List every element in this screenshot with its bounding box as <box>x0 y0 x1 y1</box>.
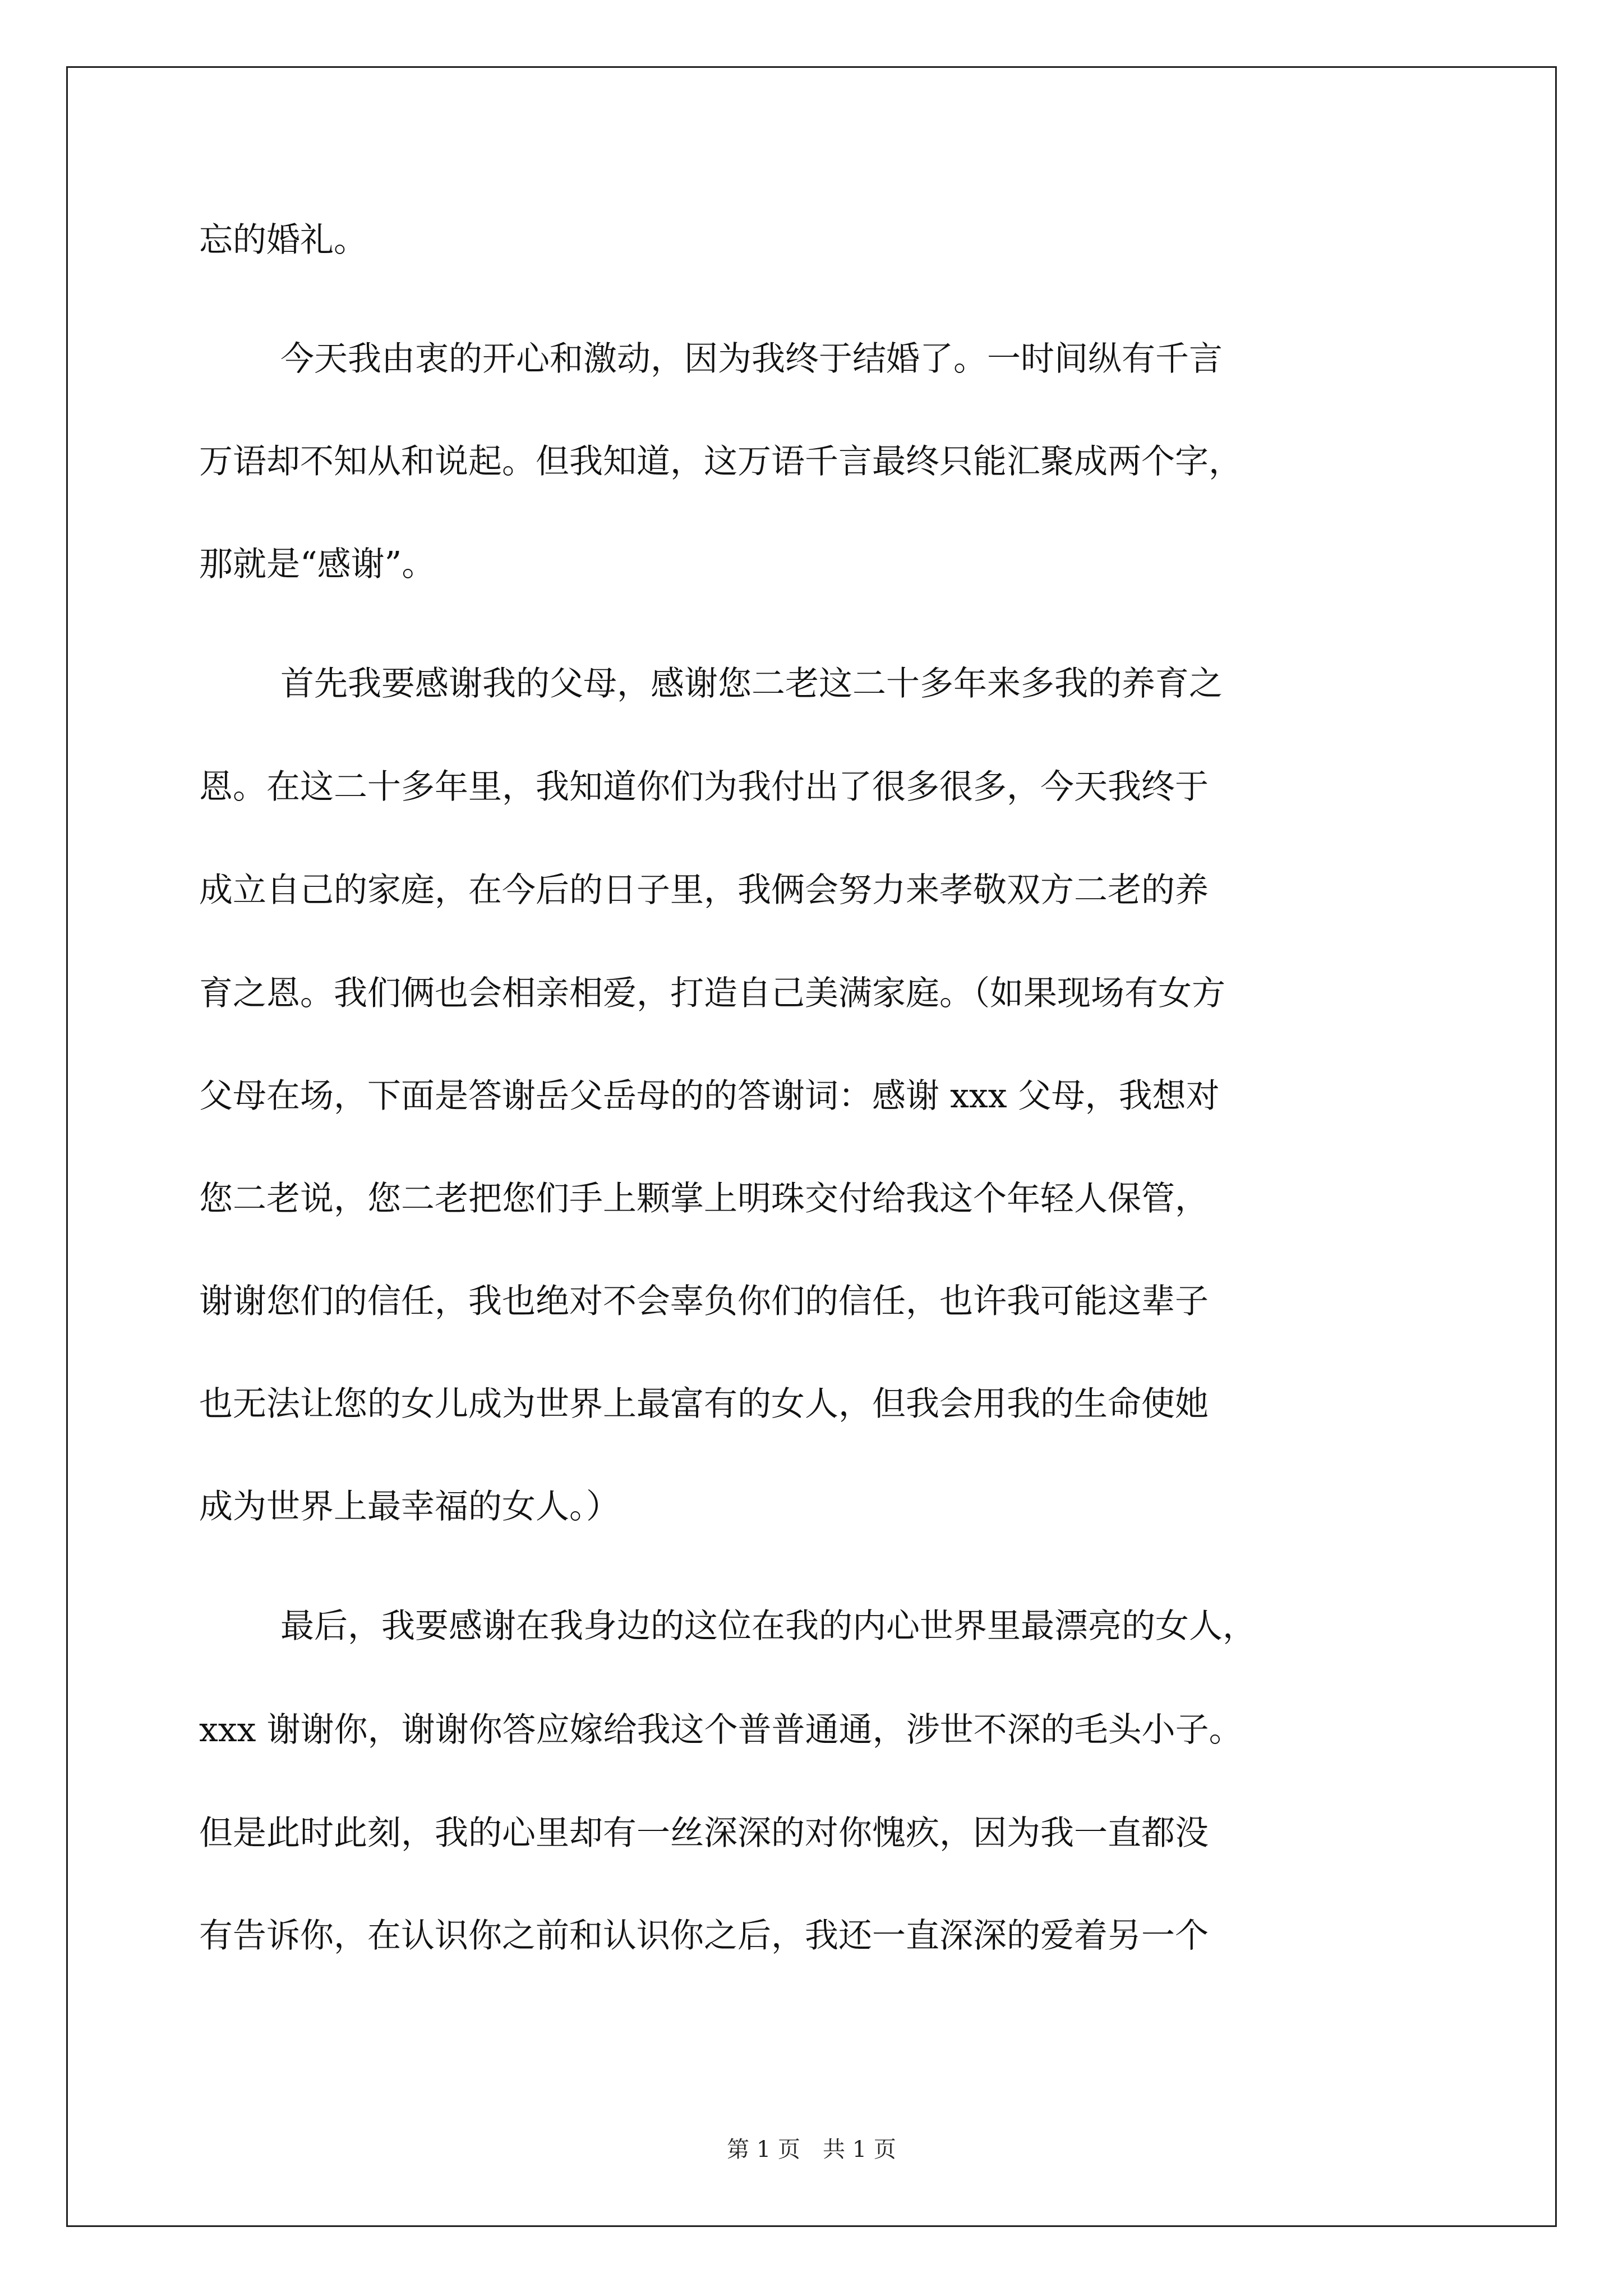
text-line: 恩。在这二十多年里，我知道你们为我付出了很多很多，今天我终于 <box>199 767 1209 807</box>
text-line: 万语却不知从和说起。但我知道，这万语千言最终只能汇聚成两个字， <box>199 442 1242 481</box>
text-line: 但是此时此刻，我的心里却有一丝深深的对你愧疚，因为我一直都没 <box>199 1814 1209 1853</box>
page-border <box>66 66 1557 2227</box>
text-line: xxx 谢谢你，谢谢你答应嫁给我这个普普通通，涉世不深的毛头小子。 <box>199 1710 1243 1750</box>
text-line: 育之恩。我们俩也会相亲相爱，打造自己美满家庭。（如果现场有女方 <box>199 974 1225 1013</box>
text-line: 您二老说，您二老把您们手上颗掌上明珠交付给我这个年轻人保管， <box>199 1179 1209 1218</box>
text-line: 今天我由衷的开心和激动，因为我终于结婚了。一时间纵有千言 <box>280 339 1223 379</box>
text-line: 成为世界上最幸福的女人。） <box>199 1487 620 1526</box>
text-line: 最后，我要感谢在我身边的这位在我的内心世界里最漂亮的女人， <box>280 1607 1256 1646</box>
text-line: 那就是“感谢”。 <box>199 545 436 584</box>
text-line: 成立自己的家庭，在今后的日子里，我俩会努力来孝敬双方二老的养 <box>199 871 1209 910</box>
text-line: 谢谢您们的信任，我也绝对不会辜负你们的信任，也许我可能这辈子 <box>199 1282 1209 1321</box>
text-line: 有告诉你，在认识你之前和认识你之后，我还一直深深的爱着另一个 <box>199 1916 1209 1955</box>
text-line: 父母在场，下面是答谢岳父岳母的的答谢词：感谢 xxx 父母，我想对 <box>199 1076 1220 1116</box>
text-line: 首先我要感谢我的父母，感谢您二老这二十多年来多我的养育之 <box>280 664 1223 703</box>
text-line: 也无法让您的女儿成为世界上最富有的女人，但我会用我的生命使她 <box>199 1384 1209 1424</box>
text-line: 忘的婚礼。 <box>199 220 367 260</box>
page-footer: 第 1 页 共 1 页 <box>727 2137 896 2162</box>
